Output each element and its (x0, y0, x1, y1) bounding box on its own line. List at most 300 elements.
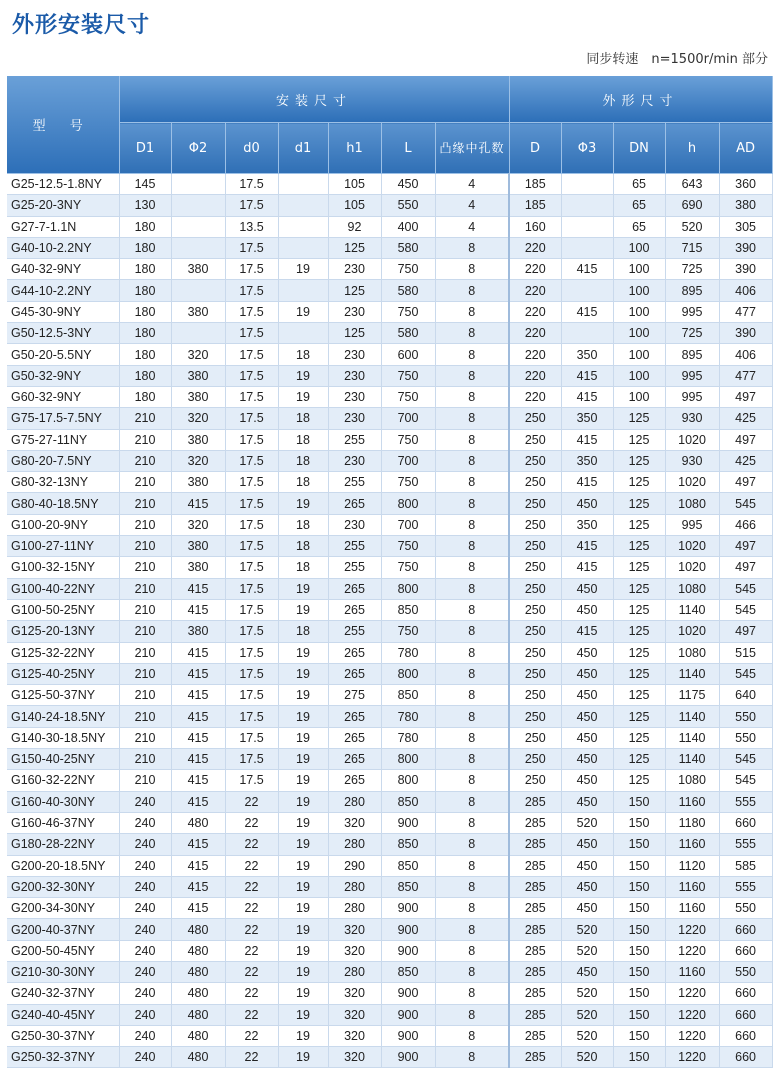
value-cell: 255 (328, 557, 381, 578)
value-cell: 285 (509, 855, 561, 876)
value-cell: 18 (278, 557, 328, 578)
model-cell: G25-12.5-1.8NY (7, 174, 119, 195)
value-cell: 130 (119, 195, 171, 216)
value-cell: 240 (119, 855, 171, 876)
value-cell: 415 (171, 749, 225, 770)
value-cell: 17.5 (225, 450, 278, 471)
value-cell: 250 (509, 557, 561, 578)
value-cell: 210 (119, 450, 171, 471)
value-cell: 380 (171, 365, 225, 386)
value-cell: 220 (509, 237, 561, 258)
value-cell: 8 (435, 621, 509, 642)
value-cell: 240 (119, 876, 171, 897)
value-cell: 415 (171, 578, 225, 599)
value-cell: 65 (613, 195, 665, 216)
value-cell: 17.5 (225, 770, 278, 791)
value-cell: 210 (119, 685, 171, 706)
value-cell: 8 (435, 429, 509, 450)
value-cell: 17.5 (225, 386, 278, 407)
col-header-phi2: Φ2 (171, 123, 225, 174)
table-row (7, 791, 772, 812)
value-cell: 1080 (665, 493, 719, 514)
value-cell: 280 (328, 961, 381, 982)
value-cell: 450 (561, 727, 613, 748)
model-cell: G100-20-9NY (7, 514, 119, 535)
value-cell: 250 (509, 621, 561, 642)
value-cell: 497 (719, 536, 772, 557)
value-cell: 8 (435, 344, 509, 365)
value-cell: 350 (561, 344, 613, 365)
value-cell: 125 (613, 514, 665, 535)
value-cell: 700 (381, 408, 435, 429)
table-row (7, 259, 772, 280)
value-cell: 690 (665, 195, 719, 216)
value-cell: 17.5 (225, 749, 278, 770)
value-cell: 285 (509, 1025, 561, 1046)
model-cell: G100-27-11NY (7, 536, 119, 557)
value-cell: 22 (225, 940, 278, 961)
value-cell: 150 (613, 834, 665, 855)
value-cell: 8 (435, 514, 509, 535)
model-cell: G140-24-18.5NY (7, 706, 119, 727)
value-cell: 497 (719, 386, 772, 407)
value-cell (171, 323, 225, 344)
value-cell (561, 216, 613, 237)
col-header-flange-holes: 凸缘中孔数 (435, 123, 509, 174)
model-cell: G40-10-2.2NY (7, 237, 119, 258)
col-header-DN: DN (613, 123, 665, 174)
value-cell: 520 (561, 1047, 613, 1068)
value-cell: 255 (328, 472, 381, 493)
value-cell: 895 (665, 344, 719, 365)
value-cell: 415 (561, 429, 613, 450)
model-cell: G80-20-7.5NY (7, 450, 119, 471)
value-cell: 65 (613, 174, 665, 195)
value-cell: 250 (509, 749, 561, 770)
value-cell: 180 (119, 259, 171, 280)
value-cell: 22 (225, 1004, 278, 1025)
value-cell: 17.5 (225, 599, 278, 620)
table-row (7, 174, 772, 195)
value-cell: 250 (509, 770, 561, 791)
value-cell: 17.5 (225, 365, 278, 386)
value-cell: 210 (119, 578, 171, 599)
value-cell: 725 (665, 259, 719, 280)
value-cell: 450 (561, 685, 613, 706)
value-cell: 19 (278, 493, 328, 514)
value-cell: 19 (278, 578, 328, 599)
value-cell: 250 (509, 727, 561, 748)
value-cell: 100 (613, 301, 665, 322)
value-cell: 360 (719, 174, 772, 195)
model-cell: G125-20-13NY (7, 621, 119, 642)
value-cell: 800 (381, 749, 435, 770)
value-cell: 850 (381, 855, 435, 876)
value-cell: 725 (665, 323, 719, 344)
value-cell: 750 (381, 472, 435, 493)
value-cell (278, 216, 328, 237)
value-cell: 900 (381, 1004, 435, 1025)
value-cell: 250 (509, 706, 561, 727)
value-cell: 1140 (665, 727, 719, 748)
value-cell: 250 (509, 514, 561, 535)
model-cell: G80-40-18.5NY (7, 493, 119, 514)
col-header-phi3: Φ3 (561, 123, 613, 174)
table-row (7, 536, 772, 557)
value-cell: 150 (613, 940, 665, 961)
model-cell: G50-12.5-3NY (7, 323, 119, 344)
value-cell: 8 (435, 876, 509, 897)
value-cell: 210 (119, 557, 171, 578)
value-cell: 220 (509, 301, 561, 322)
value-cell: 480 (171, 961, 225, 982)
table-row (7, 599, 772, 620)
value-cell: 415 (171, 727, 225, 748)
value-cell: 125 (328, 237, 381, 258)
value-cell: 265 (328, 642, 381, 663)
model-cell: G44-10-2.2NY (7, 280, 119, 301)
value-cell: 390 (719, 323, 772, 344)
value-cell: 1160 (665, 898, 719, 919)
value-cell: 22 (225, 983, 278, 1004)
model-cell: G60-32-9NY (7, 386, 119, 407)
value-cell: 125 (613, 493, 665, 514)
value-cell: 8 (435, 280, 509, 301)
value-cell: 550 (381, 195, 435, 216)
table-row (7, 1004, 772, 1025)
value-cell: 250 (509, 450, 561, 471)
value-cell: 125 (613, 749, 665, 770)
value-cell: 220 (509, 259, 561, 280)
value-cell: 250 (509, 685, 561, 706)
value-cell: 900 (381, 940, 435, 961)
value-cell: 8 (435, 237, 509, 258)
value-cell: 100 (613, 259, 665, 280)
value-cell: 125 (328, 323, 381, 344)
table-row (7, 237, 772, 258)
value-cell: 425 (719, 408, 772, 429)
value-cell: 4 (435, 174, 509, 195)
value-cell: 780 (381, 727, 435, 748)
value-cell: 125 (613, 472, 665, 493)
value-cell: 150 (613, 919, 665, 940)
value-cell: 390 (719, 259, 772, 280)
value-cell: 520 (561, 812, 613, 833)
value-cell: 415 (171, 599, 225, 620)
value-cell: 265 (328, 770, 381, 791)
value-cell: 17.5 (225, 514, 278, 535)
value-cell: 1160 (665, 791, 719, 812)
value-cell: 450 (561, 578, 613, 599)
value-cell: 22 (225, 855, 278, 876)
value-cell: 230 (328, 450, 381, 471)
value-cell: 8 (435, 450, 509, 471)
value-cell: 450 (561, 961, 613, 982)
value-cell: 8 (435, 940, 509, 961)
value-cell: 406 (719, 344, 772, 365)
value-cell: 900 (381, 812, 435, 833)
value-cell: 285 (509, 961, 561, 982)
value-cell: 1020 (665, 472, 719, 493)
value-cell: 4 (435, 216, 509, 237)
value-cell: 425 (719, 450, 772, 471)
value-cell: 415 (561, 259, 613, 280)
value-cell: 210 (119, 727, 171, 748)
table-row (7, 472, 772, 493)
value-cell: 8 (435, 812, 509, 833)
value-cell: 210 (119, 472, 171, 493)
value-cell: 125 (613, 621, 665, 642)
value-cell: 220 (509, 344, 561, 365)
value-cell: 600 (381, 344, 435, 365)
value-cell (171, 174, 225, 195)
table-row (7, 216, 772, 237)
value-cell: 415 (171, 791, 225, 812)
value-cell: 350 (561, 514, 613, 535)
value-cell: 320 (328, 983, 381, 1004)
value-cell: 715 (665, 237, 719, 258)
value-cell: 450 (561, 876, 613, 897)
value-cell: 8 (435, 983, 509, 1004)
value-cell: 125 (613, 685, 665, 706)
value-cell: 800 (381, 493, 435, 514)
value-cell (171, 280, 225, 301)
value-cell: 285 (509, 876, 561, 897)
value-cell: 105 (328, 174, 381, 195)
value-cell: 415 (171, 898, 225, 919)
value-cell: 380 (171, 536, 225, 557)
value-cell: 900 (381, 1047, 435, 1068)
value-cell: 995 (665, 514, 719, 535)
value-cell: 497 (719, 621, 772, 642)
value-cell: 210 (119, 514, 171, 535)
value-cell: 550 (719, 706, 772, 727)
value-cell: 17.5 (225, 663, 278, 684)
value-cell: 1080 (665, 578, 719, 599)
value-cell: 240 (119, 983, 171, 1004)
value-cell: 125 (613, 429, 665, 450)
value-cell: 280 (328, 791, 381, 812)
value-cell: 1020 (665, 429, 719, 450)
value-cell: 8 (435, 365, 509, 386)
value-cell: 17.5 (225, 621, 278, 642)
value-cell: 210 (119, 536, 171, 557)
value-cell: 380 (171, 429, 225, 450)
value-cell: 8 (435, 493, 509, 514)
value-cell: 280 (328, 898, 381, 919)
value-cell: 265 (328, 578, 381, 599)
value-cell: 125 (613, 663, 665, 684)
value-cell: 750 (381, 429, 435, 450)
value-cell: 19 (278, 983, 328, 1004)
value-cell: 995 (665, 386, 719, 407)
value-cell: 350 (561, 450, 613, 471)
value-cell: 230 (328, 365, 381, 386)
value-cell: 320 (328, 1004, 381, 1025)
value-cell: 250 (509, 642, 561, 663)
value-cell: 19 (278, 599, 328, 620)
table-row (7, 408, 772, 429)
value-cell: 850 (381, 599, 435, 620)
value-cell: 415 (171, 855, 225, 876)
value-cell: 125 (613, 450, 665, 471)
value-cell: 105 (328, 195, 381, 216)
value-cell: 210 (119, 749, 171, 770)
value-cell: 1180 (665, 812, 719, 833)
value-cell: 380 (171, 472, 225, 493)
value-cell (278, 174, 328, 195)
value-cell: 18 (278, 450, 328, 471)
value-cell: 22 (225, 834, 278, 855)
value-cell: 250 (509, 599, 561, 620)
model-cell: G160-32-22NY (7, 770, 119, 791)
value-cell: 19 (278, 876, 328, 897)
value-cell (278, 323, 328, 344)
value-cell: 8 (435, 855, 509, 876)
value-cell: 1080 (665, 770, 719, 791)
model-cell: G140-30-18.5NY (7, 727, 119, 748)
model-cell: G250-30-37NY (7, 1025, 119, 1046)
value-cell: 250 (509, 408, 561, 429)
value-cell: 750 (381, 365, 435, 386)
value-cell: 450 (561, 493, 613, 514)
value-cell: 100 (613, 237, 665, 258)
value-cell: 280 (328, 876, 381, 897)
value-cell: 545 (719, 663, 772, 684)
value-cell: 415 (171, 834, 225, 855)
value-cell: 210 (119, 621, 171, 642)
value-cell: 580 (381, 280, 435, 301)
value-cell: 1140 (665, 749, 719, 770)
value-cell: 210 (119, 663, 171, 684)
col-header-d1: d1 (278, 123, 328, 174)
value-cell: 850 (381, 876, 435, 897)
model-header: 型 号 (7, 76, 119, 174)
value-cell: 380 (171, 259, 225, 280)
value-cell: 19 (278, 834, 328, 855)
model-cell: G160-40-30NY (7, 791, 119, 812)
value-cell: 450 (561, 642, 613, 663)
value-cell: 930 (665, 450, 719, 471)
value-cell: 320 (328, 919, 381, 940)
value-cell: 150 (613, 1047, 665, 1068)
value-cell: 8 (435, 408, 509, 429)
value-cell: 230 (328, 386, 381, 407)
value-cell (278, 195, 328, 216)
value-cell: 585 (719, 855, 772, 876)
value-cell: 230 (328, 514, 381, 535)
value-cell: 550 (719, 727, 772, 748)
model-cell: G200-50-45NY (7, 940, 119, 961)
value-cell: 150 (613, 1004, 665, 1025)
value-cell: 1020 (665, 621, 719, 642)
value-cell: 275 (328, 685, 381, 706)
value-cell: 18 (278, 472, 328, 493)
value-cell: 545 (719, 493, 772, 514)
value-cell: 100 (613, 344, 665, 365)
table-row (7, 1025, 772, 1046)
value-cell: 150 (613, 898, 665, 919)
value-cell: 180 (119, 365, 171, 386)
value-cell: 780 (381, 642, 435, 663)
value-cell: 19 (278, 301, 328, 322)
value-cell: 220 (509, 323, 561, 344)
value-cell: 8 (435, 323, 509, 344)
table-row (7, 493, 772, 514)
value-cell (561, 323, 613, 344)
table-row (7, 280, 772, 301)
model-cell: G250-32-37NY (7, 1047, 119, 1068)
value-cell: 255 (328, 536, 381, 557)
value-cell: 550 (719, 898, 772, 919)
model-cell: G50-20-5.5NY (7, 344, 119, 365)
value-cell: 230 (328, 408, 381, 429)
value-cell: 550 (719, 961, 772, 982)
model-cell: G200-40-37NY (7, 919, 119, 940)
value-cell: 380 (171, 301, 225, 322)
value-cell: 1020 (665, 536, 719, 557)
value-cell: 780 (381, 706, 435, 727)
value-cell: 22 (225, 876, 278, 897)
value-cell: 19 (278, 386, 328, 407)
value-cell: 230 (328, 259, 381, 280)
value-cell: 18 (278, 408, 328, 429)
value-cell: 480 (171, 1004, 225, 1025)
value-cell: 185 (509, 174, 561, 195)
value-cell: 220 (509, 365, 561, 386)
value-cell: 240 (119, 1025, 171, 1046)
value-cell: 895 (665, 280, 719, 301)
value-cell: 1160 (665, 876, 719, 897)
model-cell: G200-32-30NY (7, 876, 119, 897)
value-cell: 125 (328, 280, 381, 301)
value-cell: 320 (171, 514, 225, 535)
table-row (7, 812, 772, 833)
value-cell: 8 (435, 557, 509, 578)
value-cell: 380 (171, 386, 225, 407)
value-cell: 265 (328, 493, 381, 514)
value-cell: 320 (328, 940, 381, 961)
table-row (7, 621, 772, 642)
value-cell: 520 (665, 216, 719, 237)
value-cell: 1220 (665, 1025, 719, 1046)
value-cell: 180 (119, 237, 171, 258)
value-cell: 8 (435, 706, 509, 727)
value-cell: 480 (171, 1025, 225, 1046)
col-header-L: L (381, 123, 435, 174)
value-cell: 18 (278, 344, 328, 365)
value-cell: 185 (509, 195, 561, 216)
value-cell: 250 (509, 536, 561, 557)
model-cell: G160-46-37NY (7, 812, 119, 833)
value-cell: 17.5 (225, 578, 278, 599)
value-cell: 520 (561, 1025, 613, 1046)
value-cell: 8 (435, 301, 509, 322)
value-cell: 450 (561, 855, 613, 876)
value-cell: 250 (509, 472, 561, 493)
value-cell: 125 (613, 557, 665, 578)
value-cell: 19 (278, 770, 328, 791)
value-cell: 19 (278, 365, 328, 386)
value-cell: 125 (613, 599, 665, 620)
value-cell: 285 (509, 983, 561, 1004)
value-cell: 640 (719, 685, 772, 706)
model-cell: G80-32-13NY (7, 472, 119, 493)
value-cell: 1220 (665, 1004, 719, 1025)
value-cell: 150 (613, 855, 665, 876)
value-cell: 8 (435, 1004, 509, 1025)
value-cell: 415 (171, 876, 225, 897)
